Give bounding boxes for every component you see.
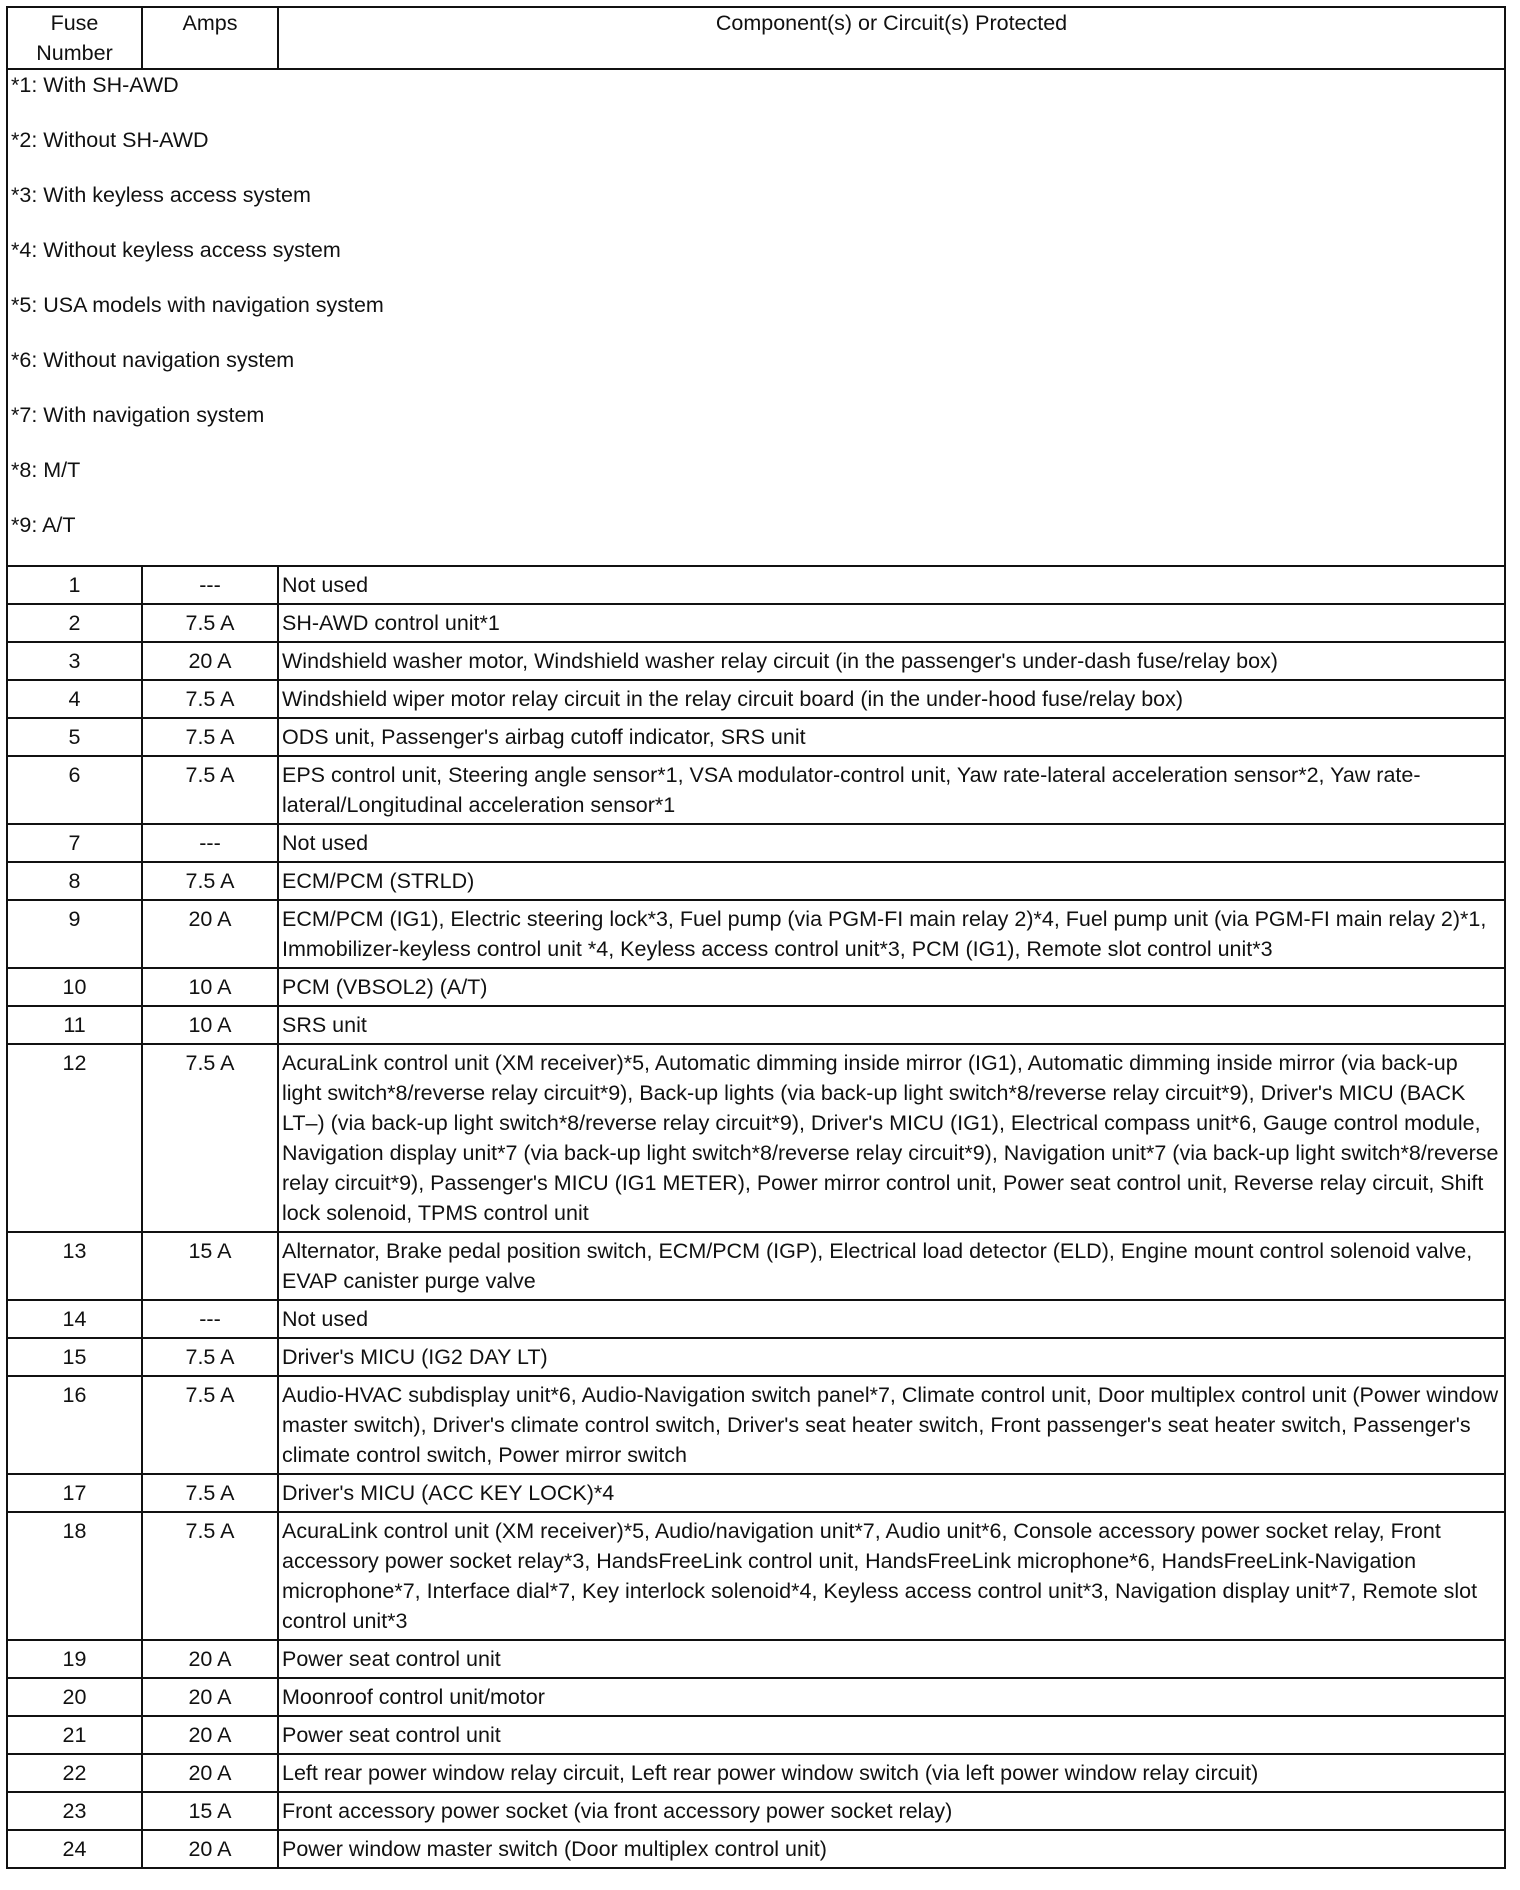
table-row	[7, 1640, 1505, 1678]
footnote-3: *3: With keyless access system	[11, 183, 311, 207]
fuse-number-cell: 21	[7, 1716, 142, 1754]
table-row	[7, 1792, 1505, 1830]
notes-row	[7, 69, 1505, 566]
fuse-number-cell: 11	[7, 1006, 142, 1044]
amps-cell: 20 A	[142, 1716, 278, 1754]
amps-cell: 7.5 A	[142, 680, 278, 718]
fuse-header-line2: Number	[36, 41, 113, 65]
component-cell: Front accessory power socket (via front accessory power socket relay)	[278, 1792, 1505, 1830]
table-row	[7, 566, 1505, 604]
footnotes-list	[11, 70, 1501, 565]
table-row	[7, 1338, 1505, 1376]
table-row	[7, 1044, 1505, 1232]
amps-cell: ---	[142, 1300, 278, 1338]
fuse-number-cell: 13	[7, 1232, 142, 1300]
footnote-7: *7: With navigation system	[11, 403, 265, 427]
component-cell: Power window master switch (Door multiplex control unit)	[278, 1830, 1505, 1868]
amps-cell: 7.5 A	[142, 1474, 278, 1512]
fuse-number-cell: 23	[7, 1792, 142, 1830]
amps-cell: 20 A	[142, 1678, 278, 1716]
component-cell: Moonroof control unit/motor	[278, 1678, 1505, 1716]
table-row	[7, 1474, 1505, 1512]
component-cell: Driver's MICU (ACC KEY LOCK)*4	[278, 1474, 1505, 1512]
amps-cell: ---	[142, 566, 278, 604]
fuse-number-cell: 24	[7, 1830, 142, 1868]
amps-cell: 7.5 A	[142, 1338, 278, 1376]
component-cell: SRS unit	[278, 1006, 1505, 1044]
component-cell: ECM/PCM (STRLD)	[278, 862, 1505, 900]
amps-header: Amps	[142, 7, 278, 69]
component-cell: SH-AWD control unit*1	[278, 604, 1505, 642]
component-cell: Not used	[278, 824, 1505, 862]
amps-cell: 20 A	[142, 1830, 278, 1868]
fuse-number-cell: 9	[7, 900, 142, 968]
amps-cell: 15 A	[142, 1792, 278, 1830]
table-row	[7, 824, 1505, 862]
footnote-2: *2: Without SH-AWD	[11, 128, 209, 152]
footnote-5: *5: USA models with navigation system	[11, 293, 384, 317]
footnote-9: *9: A/T	[11, 513, 76, 537]
table-row	[7, 1512, 1505, 1640]
table-row	[7, 1754, 1505, 1792]
fuse-table-page	[6, 6, 1506, 1869]
fuse-number-cell: 1	[7, 566, 142, 604]
component-cell: Alternator, Brake pedal position switch, ECM/PCM (IGP), Electrical load detector (ELD), Engine mount control solenoid valve, EVAP canister purge valve	[278, 1232, 1505, 1300]
fuse-number-cell: 8	[7, 862, 142, 900]
fuse-number-cell: 2	[7, 604, 142, 642]
table-row	[7, 604, 1505, 642]
amps-cell: 20 A	[142, 1754, 278, 1792]
footnotes-cell	[7, 69, 1505, 566]
component-header: Component(s) or Circuit(s) Protected	[278, 7, 1505, 69]
component-cell: AcuraLink control unit (XM receiver)*5, Audio/navigation unit*7, Audio unit*6, Console accessory power socket relay, Front accessory power socket relay*3, HandsFreeLink control unit, HandsFreeLink microphone*6, HandsFreeLink-Navigation microphone*7, Interface dial*7, Key interlock solenoid*4, Keyless access control unit*3, Navigation display unit*7, Remote slot control unit*3	[278, 1512, 1505, 1640]
table-row	[7, 680, 1505, 718]
component-cell: Audio-HVAC subdisplay unit*6, Audio-Navigation switch panel*7, Climate control unit, Door multiplex control unit (Power window master switch), Driver's climate control switch, Driver's seat heater switch, Front passenger's seat heater switch, Passenger's climate control switch, Power mirror switch	[278, 1376, 1505, 1474]
fuse-number-cell: 10	[7, 968, 142, 1006]
fuse-number-cell: 7	[7, 824, 142, 862]
fuse-table	[6, 6, 1506, 1869]
table-body	[7, 69, 1505, 1868]
table-row	[7, 1376, 1505, 1474]
fuse-number-header	[7, 7, 142, 69]
fuse-header-line1: Fuse	[50, 11, 99, 35]
component-cell: PCM (VBSOL2) (A/T)	[278, 968, 1505, 1006]
fuse-number-cell: 15	[7, 1338, 142, 1376]
amps-cell: 10 A	[142, 968, 278, 1006]
component-cell: AcuraLink control unit (XM receiver)*5, Automatic dimming inside mirror (IG1), Automatic dimming inside mirror (via back-up light switch*8/reverse relay circuit*9), Back-up lights (via back-up light switch*8/reverse relay circuit*9), Driver's MICU (BACK LT–) (via back-up light switch*8/reverse relay circuit*9), Driver's MICU (IG1), Electrical compass unit*6, Gauge control module, Navigation display unit*7 (via back-up light switch*8/reverse relay circuit*9), Navigation unit*7 (via back-up light switch*8/reverse relay circuit*9), Passenger's MICU (IG1 METER), Power mirror control unit, Power seat control unit, Reverse relay circuit, Shift lock solenoid, TPMS control unit	[278, 1044, 1505, 1232]
footnote-1: *1: With SH-AWD	[11, 73, 179, 97]
table-row	[7, 862, 1505, 900]
fuse-number-cell: 17	[7, 1474, 142, 1512]
table-row	[7, 756, 1505, 824]
fuse-number-cell: 16	[7, 1376, 142, 1474]
component-cell: Not used	[278, 566, 1505, 604]
component-cell: Not used	[278, 1300, 1505, 1338]
fuse-number-cell: 22	[7, 1754, 142, 1792]
fuse-number-cell: 5	[7, 718, 142, 756]
component-cell: ODS unit, Passenger's airbag cutoff indicator, SRS unit	[278, 718, 1505, 756]
amps-cell: 15 A	[142, 1232, 278, 1300]
component-cell: EPS control unit, Steering angle sensor*1, VSA modulator-control unit, Yaw rate-lateral acceleration sensor*2, Yaw rate-lateral/Longitudinal acceleration sensor*1	[278, 756, 1505, 824]
component-cell: Left rear power window relay circuit, Left rear power window switch (via left power window relay circuit)	[278, 1754, 1505, 1792]
table-row	[7, 1830, 1505, 1868]
fuse-number-cell: 18	[7, 1512, 142, 1640]
fuse-number-cell: 14	[7, 1300, 142, 1338]
table-row	[7, 1300, 1505, 1338]
amps-cell: ---	[142, 824, 278, 862]
table-row	[7, 1716, 1505, 1754]
amps-cell: 20 A	[142, 900, 278, 968]
fuse-number-cell: 6	[7, 756, 142, 824]
table-row	[7, 1678, 1505, 1716]
amps-cell: 10 A	[142, 1006, 278, 1044]
component-cell: ECM/PCM (IG1), Electric steering lock*3, Fuel pump (via PGM-FI main relay 2)*4, Fuel pump unit (via PGM-FI main relay 2)*1, Immobilizer-keyless control unit *4, Keyless access control unit*3, PCM (IG1), Remote slot control unit*3	[278, 900, 1505, 968]
table-row	[7, 1006, 1505, 1044]
amps-cell: 7.5 A	[142, 604, 278, 642]
component-cell: Windshield washer motor, Windshield washer relay circuit (in the passenger's under-dash fuse/relay box)	[278, 642, 1505, 680]
amps-cell: 20 A	[142, 1640, 278, 1678]
table-row	[7, 900, 1505, 968]
footnote-6: *6: Without navigation system	[11, 348, 295, 372]
amps-cell: 7.5 A	[142, 718, 278, 756]
table-row	[7, 642, 1505, 680]
table-row	[7, 718, 1505, 756]
footnote-4: *4: Without keyless access system	[11, 238, 341, 262]
amps-cell: 7.5 A	[142, 1376, 278, 1474]
table-header-row	[7, 7, 1505, 69]
fuse-number-cell: 12	[7, 1044, 142, 1232]
component-cell: Driver's MICU (IG2 DAY LT)	[278, 1338, 1505, 1376]
amps-cell: 7.5 A	[142, 862, 278, 900]
table-row	[7, 1232, 1505, 1300]
amps-cell: 20 A	[142, 642, 278, 680]
component-cell: Power seat control unit	[278, 1716, 1505, 1754]
fuse-number-cell: 4	[7, 680, 142, 718]
fuse-number-cell: 3	[7, 642, 142, 680]
component-cell: Power seat control unit	[278, 1640, 1505, 1678]
fuse-number-cell: 20	[7, 1678, 142, 1716]
amps-cell: 7.5 A	[142, 756, 278, 824]
amps-cell: 7.5 A	[142, 1044, 278, 1232]
table-row	[7, 968, 1505, 1006]
footnote-8: *8: M/T	[11, 458, 81, 482]
fuse-number-cell: 19	[7, 1640, 142, 1678]
component-cell: Windshield wiper motor relay circuit in the relay circuit board (in the under-hood fuse/relay box)	[278, 680, 1505, 718]
amps-cell: 7.5 A	[142, 1512, 278, 1640]
